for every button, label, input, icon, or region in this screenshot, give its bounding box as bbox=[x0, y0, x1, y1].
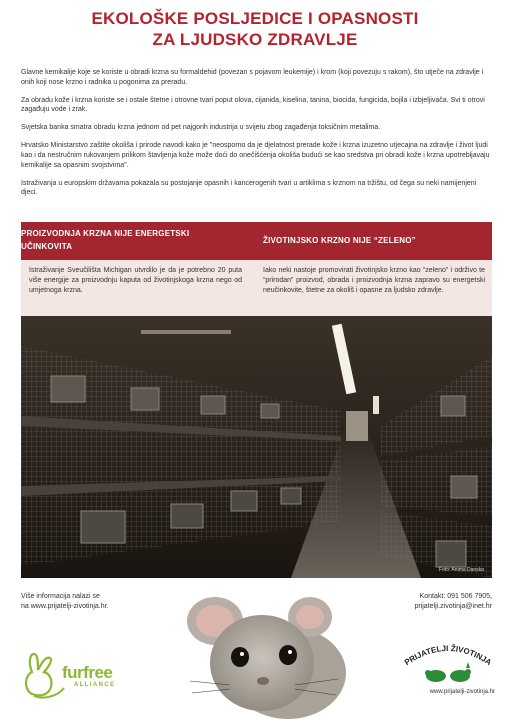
intro-text bbox=[21, 68, 492, 206]
furfree-alliance-logo bbox=[18, 650, 118, 700]
rabbit-logo-icon bbox=[18, 650, 66, 700]
column-heading-green: ŽIVOTINJSKO KRZNO NIJE “ZELENO” bbox=[263, 236, 416, 245]
section-heading-band bbox=[21, 222, 492, 260]
prijatelji-zivotinja-logo bbox=[400, 640, 496, 686]
contact-email[interactable]: prijatelji.zivotinja@inet.hr bbox=[414, 603, 492, 610]
furfree-sub: ALLIANCE bbox=[74, 682, 116, 688]
chinchilla-image bbox=[170, 585, 350, 721]
column-heading-line: UČINKOVITA bbox=[21, 242, 73, 251]
svg-text:PRIJATELJI ŽIVOTINJA bbox=[403, 644, 493, 667]
pz-name: PRIJATELJI ŽIVOTINJA bbox=[402, 643, 494, 668]
page-title bbox=[0, 8, 510, 50]
column-text-green: Iako neki nastoje promovirati životinjsko krzno kao “zeleno” i održivo te “prirodan” proizvod, obrada i proizvodnja krzna zapravo su energetski neučinkovite, štetne za okoliš i opasne za ljudsko zdravlje. bbox=[263, 267, 485, 294]
intro-paragraph: Glavne kemikalije koje se koriste u obradi krzna su formaldehid (povezan s pojavom leukemije) i krom (koji povezuju s rakom), što utječe na zdravlje i onih koji nose krzno i radnika u pogonima za preradu. bbox=[21, 69, 484, 86]
column-heading-energy bbox=[21, 227, 241, 253]
intro-paragraph: Svjetska banka smatra obradu krzna jednom od pet najgorih industrija u svijetu zbog zagađenja toksičnim metalima. bbox=[21, 124, 381, 132]
contact-phone: Kontakt: 091 506 7905, bbox=[419, 593, 492, 600]
fur-farm-photo bbox=[21, 316, 492, 578]
intro-paragraph: Istraživanja u europskim državama pokazala su postojanje opasnih i kancerogenih tvari u artiklima s krznom na tržištu, od čega su neki namijenjeni djeci. bbox=[21, 179, 477, 197]
pz-website-link[interactable]: www.prijatelji-zivotinja.hr bbox=[429, 689, 495, 695]
column-text-energy: Istraživanje Sveučilišta Michigan utvrdilo je da je potrebno 20 puta više energije za proizvodnju kaputa od životinjskoga krzna nego od umjetnoga krzna. bbox=[29, 267, 242, 294]
page-title-line2: ZA LJUDSKO ZDRAVLJE bbox=[152, 30, 358, 49]
photo-credit: Foto: Anima Danska bbox=[438, 567, 484, 573]
contact-info bbox=[332, 592, 492, 612]
more-info-link[interactable]: na www.prijatelji-zivotinja.hr. bbox=[21, 603, 109, 610]
column-heading-line: PROIZVODNJA KRZNA NIJE ENERGETSKI bbox=[21, 229, 190, 238]
furfree-name: furfree bbox=[62, 663, 113, 682]
page-title-line1: EKOLOŠKE POSLJEDICE I OPASNOSTI bbox=[91, 9, 419, 28]
more-info bbox=[21, 592, 171, 612]
column-text-panel bbox=[21, 260, 492, 316]
intro-paragraph: Hrvatsko Ministarstvo zaštite okoliša i prirode navodi kako je ''neosporno da je djelatnost prerade kože i krzna izuzetno utjecajna na zdravlje i život ljudi kao i da nestručnim rukovanjem prilikom štavljenja kože može doći do onečišćenja okoliša budući se kao sredstva pri obradi kože i krzna upotrebljavaju kemikalije sa opasnim svojstvima''. bbox=[21, 142, 490, 169]
fur-farm-illustration bbox=[21, 316, 492, 578]
intro-paragraph: Za obradu kože i krzna koriste se i ostale štetne i otrovne tvari poput olova, cijanida, kiselina, tanina, biocida, fungicida, bojila i izbjeljivača. Svi ti otrovi zagađuju vode i zrak. bbox=[21, 96, 485, 114]
more-info-line: Više informacija nalazi se bbox=[21, 593, 100, 600]
